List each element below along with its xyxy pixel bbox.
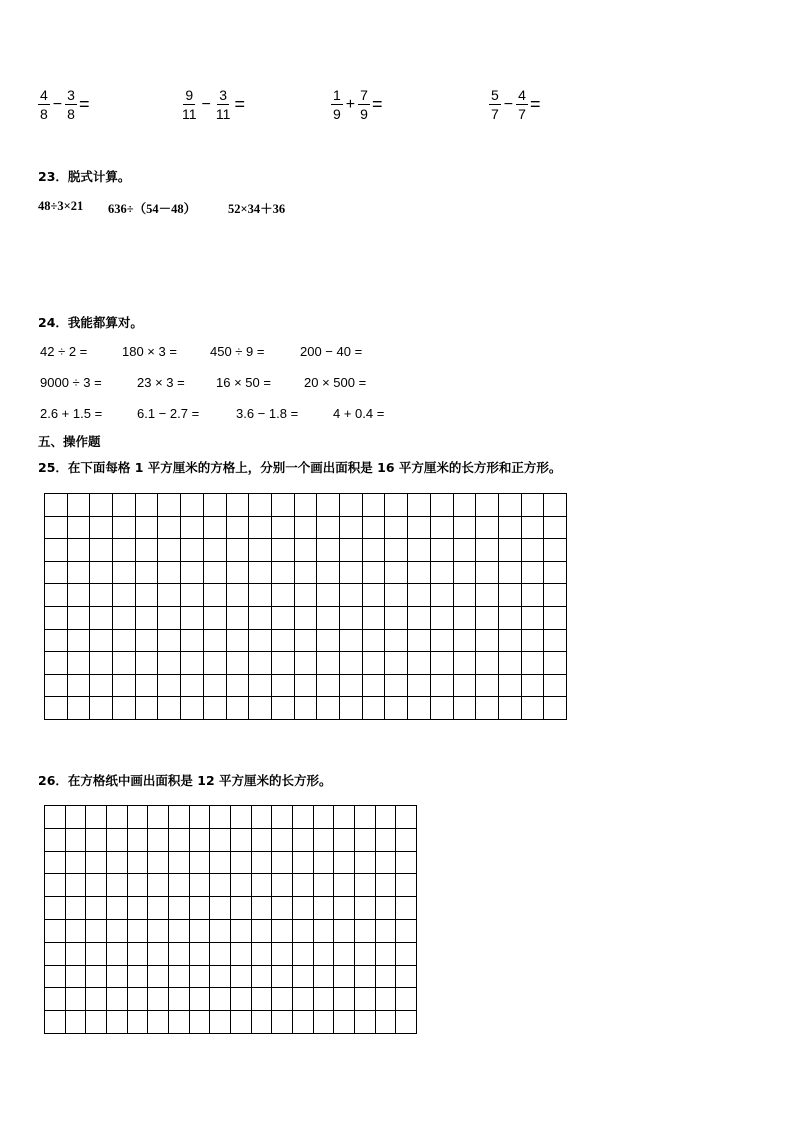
- q23-expression: 636÷（54－48）: [108, 202, 197, 216]
- denominator: 7: [491, 106, 499, 122]
- fraction: [516, 88, 528, 121]
- q24-item: 16 × 50 =: [216, 375, 271, 390]
- numerator: 3: [219, 87, 228, 103]
- question-24-title: 24．我能都算对。: [38, 315, 143, 330]
- q24-item: 450 ÷ 9 =: [210, 344, 265, 359]
- question-23-title: 23．脱式计算。: [38, 169, 131, 184]
- equals-sign: =: [78, 94, 90, 114]
- section-heading: 五、操作题: [38, 434, 101, 449]
- fraction: [38, 88, 50, 121]
- fraction: [331, 88, 343, 121]
- q24-item: 6.1 − 2.7 =: [137, 406, 200, 421]
- numerator: 1: [333, 87, 341, 103]
- fraction-expression-1: [38, 88, 89, 121]
- operator: −: [503, 95, 514, 113]
- fraction-expression-4: [489, 88, 540, 121]
- q23-expression: 52×34＋36: [228, 202, 286, 216]
- numerator: 9: [185, 87, 194, 103]
- denominator: 11: [182, 106, 197, 122]
- fraction: [489, 88, 501, 121]
- denominator: 9: [360, 106, 368, 122]
- fraction: [214, 88, 233, 121]
- q24-item: 200 − 40 =: [300, 344, 363, 359]
- denominator: 8: [40, 106, 48, 122]
- denominator: 9: [333, 106, 341, 122]
- grid-paper-q25[interactable]: [44, 493, 567, 720]
- grid-paper-q26[interactable]: [44, 805, 417, 1034]
- equals-sign: =: [529, 94, 541, 114]
- fraction: [180, 88, 199, 121]
- numerator: 4: [518, 87, 526, 103]
- fraction: [358, 88, 370, 121]
- q24-item: 3.6 − 1.8 =: [236, 406, 299, 421]
- denominator: 7: [518, 106, 526, 122]
- question-25-title: 25．在下面每格 1 平方厘米的方格上，分别一个画出面积是 16 平方厘米的长方形和正方形。: [38, 460, 562, 475]
- denominator: 11: [215, 106, 231, 122]
- equals-sign: =: [371, 94, 383, 114]
- operator: −: [52, 95, 63, 113]
- q24-item: 4 + 0.4 =: [333, 406, 385, 421]
- q24-item: 20 × 500 =: [304, 375, 367, 390]
- q24-item: 180 × 3 =: [122, 344, 177, 359]
- numerator: 4: [40, 87, 48, 103]
- q24-item: 2.6 + 1.5 =: [40, 406, 103, 421]
- fraction: [65, 88, 77, 121]
- numerator: 7: [360, 87, 368, 103]
- q24-item: 23 × 3 =: [137, 375, 185, 390]
- operator: +: [345, 95, 356, 113]
- numerator: 3: [67, 87, 75, 103]
- q23-expression: 48÷3×21: [38, 199, 84, 213]
- operator: −: [201, 95, 211, 113]
- denominator: 8: [67, 106, 75, 122]
- q24-item: 42 ÷ 2 =: [40, 344, 88, 359]
- q24-item: 9000 ÷ 3 =: [40, 375, 102, 390]
- fraction-expression-3: [331, 88, 382, 121]
- equals-sign: =: [234, 94, 245, 114]
- numerator: 5: [491, 87, 499, 103]
- fraction-expression-2: [180, 88, 245, 121]
- question-26-title: 26．在方格纸中画出面积是 12 平方厘米的长方形。: [38, 773, 332, 788]
